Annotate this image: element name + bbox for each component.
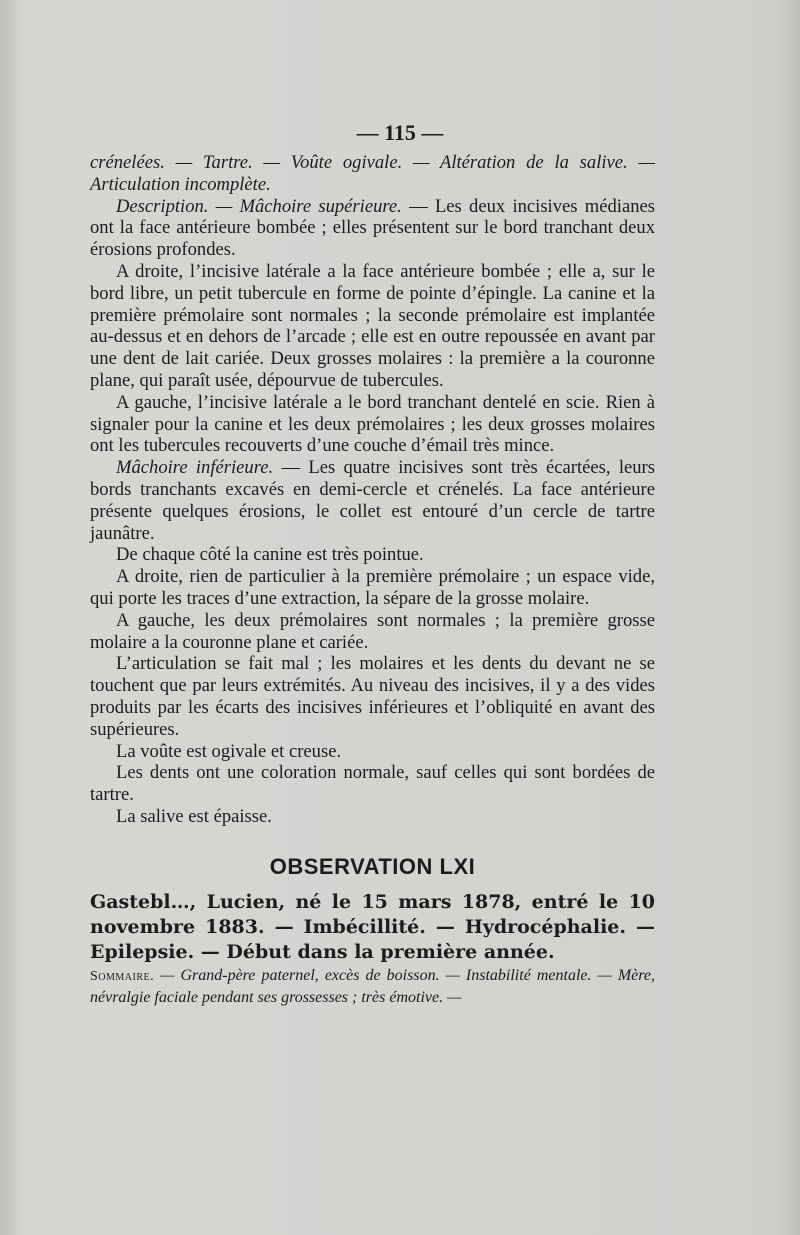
paragraph-p11: [90, 806, 655, 828]
paragraph-p8: [90, 653, 655, 740]
text-run: A droite, rien de particulier à la première prémolaire ; un espace vide, qui porte les traces d’une extraction, la sépare de la grosse molaire.: [90, 566, 655, 609]
text-run: La voûte est ogivale et creuse.: [116, 740, 342, 762]
text-run: crénelées. — Tartre. — Voûte ogivale. — Altération de la salive. — Articulation incomplète.: [90, 152, 655, 195]
paragraph-list: [90, 152, 655, 828]
paragraph-p4: [90, 457, 655, 544]
text-run: — Les deux incisives médianes ont la face antérieure bombée ; elles présentent sur le bord tranchant deux érosions profondes.: [90, 195, 655, 261]
page-number: — 115 —: [356, 120, 444, 145]
paragraph-p10: [90, 762, 655, 806]
text-run: A gauche, les deux prémolaires sont normales ; la première grosse molaire a la couronne plane et cariée.: [90, 609, 655, 653]
text-run: A gauche, l’incisive latérale a le bord tranchant dentelé en scie. Rien à signaler pour la canine et les deux prémolaires ; les deux grosses molaires ont les tubercules recouverts d’une couche d’émail très mince.: [90, 391, 655, 457]
paragraph-p2: [90, 261, 655, 392]
paragraph-p5: [90, 544, 655, 566]
text-run: Les dents ont une coloration normale, sauf celles qui sont bordées de tartre.: [90, 762, 655, 806]
text-run: De chaque côté la canine est très pointue.: [116, 544, 424, 566]
text-run: L’articulation se fait mal ; les molaires et les dents du devant ne se touchent que par leurs extrémités. Au niveau des incisives, il y a des vides produits par les écarts des incisives inférieures et l’obliquité en avant des supérieures.: [90, 653, 655, 740]
text-run: — Les quatre incisives sont très écartées, leurs bords tranchants excavés en demi-cercle et crénelés. La face antérieure présente quelques érosions, le collet est entouré d’un cercle de tartre jaunâtre.: [90, 457, 655, 544]
summary-text: — Grand-père paternel, excès de boisson. — Instabilité mentale. — Mère, névralgie faciale pendant ses grossesses ; très émotive. —: [90, 966, 655, 1006]
paragraph-p1: [90, 196, 655, 261]
paragraph-p0: [90, 152, 655, 196]
page-body: [90, 152, 655, 1008]
text-run: Description. — Mâchoire supérieure.: [116, 195, 402, 217]
observation-summary: [90, 965, 655, 1008]
text-run: Mâchoire inférieure.: [116, 457, 274, 479]
paragraph-p9: [90, 741, 655, 763]
paragraph-p6: [90, 566, 655, 610]
text-run: La salive est épaisse.: [116, 805, 272, 827]
text-run: A droite, l’incisive latérale a la face antérieure bombée ; elle a, sur le bord libre, un petit tubercule en forme de pointe d’épingle. La canine et la première prémolaire sont normales ; la seconde prémolaire est implantée au-dessus et en dehors de l’arcade ; elle est en outre repoussée en avant par une dent de lait cariée. Deux grosses molaires : la première a la couronne plane, qui paraît usée, dépourvue de tubercules.: [90, 260, 655, 391]
paragraph-p7: [90, 610, 655, 654]
paragraph-p3: [90, 392, 655, 457]
observation-heading: Gastebl…, Lucien, né le 15 mars 1878, entré le 10 novembre 1883. — Imbécillité. — Hydrocéphalie. — Epilepsie. — Début dans la première année.: [90, 890, 655, 963]
observation-title: OBSERVATION LXI: [269, 853, 476, 879]
summary-label: Sommaire.: [90, 968, 155, 984]
